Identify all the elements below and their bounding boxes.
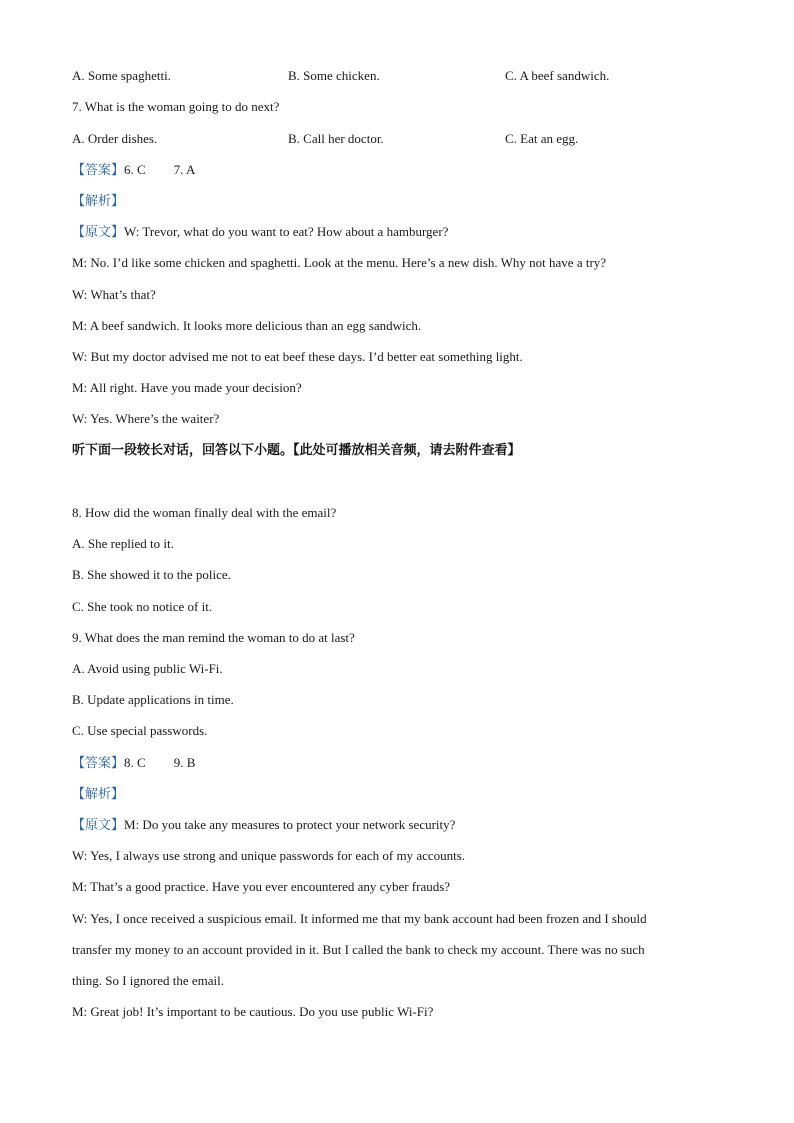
q7-option-c: C. Eat an egg. — [505, 131, 579, 146]
transcript-line: M: That’s a good practice. Have you ever encountered any cyber frauds? — [72, 879, 451, 894]
analysis-tag: 【解析】 — [72, 194, 125, 209]
q9-question: 9. What does the man remind the woman to do at last? — [72, 630, 355, 645]
analysis-line-2 — [72, 785, 734, 804]
answer-6: 6. C — [124, 162, 146, 177]
transcript-line: W: Yes. Where’s the waiter? — [72, 411, 220, 426]
q7-question: 7. What is the woman going to do next? — [72, 99, 280, 114]
q9-option-c: C. Use special passwords. — [72, 723, 208, 738]
answer-tag: 【答案】 — [72, 163, 125, 178]
q7-option-a: A. Order dishes. — [72, 131, 158, 146]
transcript-line: M: All right. Have you made your decision? — [72, 380, 302, 395]
transcript-line — [72, 223, 734, 242]
q6-option-c: C. A beef sandwich. — [505, 68, 610, 83]
answer-line-1 — [72, 161, 734, 180]
transcript-text: M: Do you take any measures to protect your network security? — [124, 817, 456, 832]
listening-instruction: 听下面一段较长对话，回答以下小题。【此处可播放相关音频，请去附件查看】 — [72, 443, 521, 458]
transcript-tag: 【原文】 — [72, 225, 125, 240]
answer-9: 9. B — [173, 755, 196, 770]
transcript-line: W: Yes, I once received a suspicious email. It informed me that my bank account had been frozen and I should — [72, 911, 647, 926]
q9-option-b: B. Update applications in time. — [72, 692, 234, 707]
analysis-line-1 — [72, 192, 734, 211]
q6-option-a: A. Some spaghetti. — [72, 68, 171, 83]
q8-question: 8. How did the woman finally deal with the email? — [72, 505, 337, 520]
q9-option-a: A. Avoid using public Wi-Fi. — [72, 661, 223, 676]
transcript-line: transfer my money to an account provided in it. But I called the bank to check my account. There was no such — [72, 942, 645, 957]
q8-option-a: A. She replied to it. — [72, 536, 174, 551]
answer-8: 8. C — [124, 755, 146, 770]
q8-option-b: B. She showed it to the police. — [72, 567, 231, 582]
transcript-line: thing. So I ignored the email. — [72, 973, 225, 988]
q8-option-c: C. She took no notice of it. — [72, 599, 213, 614]
transcript-line — [72, 816, 734, 835]
transcript-line: W: What’s that? — [72, 287, 156, 302]
answer-7: 7. A — [173, 162, 196, 177]
answer-line-2 — [72, 754, 734, 773]
q6-option-b: B. Some chicken. — [288, 68, 380, 83]
q7-option-b: B. Call her doctor. — [288, 131, 384, 146]
answer-tag: 【答案】 — [72, 756, 125, 771]
transcript-line: M: A beef sandwich. It looks more delicious than an egg sandwich. — [72, 318, 422, 333]
transcript-text: W: Trevor, what do you want to eat? How about a hamburger? — [124, 224, 449, 239]
transcript-line: W: Yes, I always use strong and unique passwords for each of my accounts. — [72, 848, 466, 863]
transcript-line: M: No. I’d like some chicken and spaghetti. Look at the menu. Here’s a new dish. Why not have a try? — [72, 255, 607, 270]
analysis-tag: 【解析】 — [72, 787, 125, 802]
transcript-tag: 【原文】 — [72, 818, 125, 833]
transcript-line: M: Great job! It’s important to be cautious. Do you use public Wi-Fi? — [72, 1004, 434, 1019]
transcript-line: W: But my doctor advised me not to eat beef these days. I’d better eat something light. — [72, 349, 523, 364]
